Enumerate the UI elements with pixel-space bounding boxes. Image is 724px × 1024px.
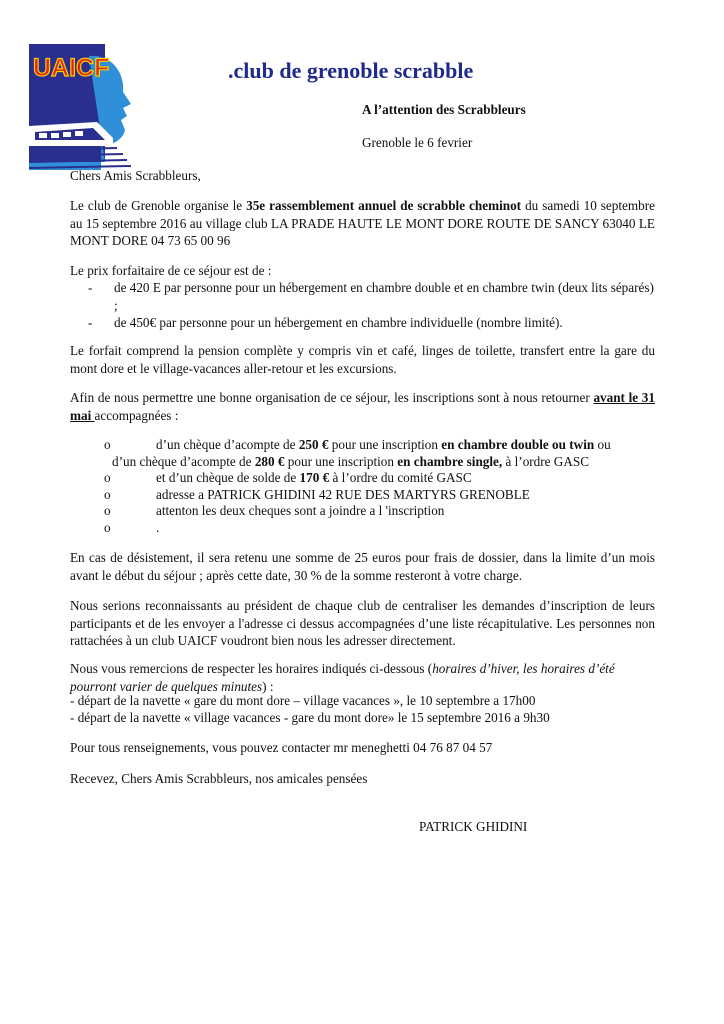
price-lead: Le prix forfaitaire de ce séjour est de : [70,263,272,278]
event-name: 35e rassemblement annuel de scrabble cheminot [246,198,522,213]
horaires-paragraph: Nous vous remercions de respecter les horaires indiqués ci-dessous (horaires d’hiver, les horaires d’été pourront varier de quelques minutes) : [70,661,615,694]
forfait-paragraph: Le forfait comprend la pension complète y compris vin et café, linges de toilette, transfert entre la gare du mont dore et le village-vacances aller-retour et les excursions. [70,343,655,376]
inscription-paragraph: Afin de nous permettre une bonne organisation de ce séjour, les inscriptions sont à nous retourner avant le 31 mai accompagnées : [70,390,655,423]
schedule-line: - départ de la navette « village vacances - gare du mont dore» le 15 septembre 2016 a 9h30 [70,710,550,725]
deadline: avant le 31 mai [70,390,655,423]
desistement-paragraph: En cas de désistement, il sera retenu une somme de 25 euros pour frais de dossier, dans la limite d’un mois avant le début du séjour ; après cette date, 30 % de la somme resteront à votre charge. [70,550,655,583]
dash-marker: - [88,280,93,295]
page-title: .club de grenoble scrabble [228,58,474,83]
circle-bullet: o [104,470,111,485]
attention-line: A l’attention des Scrabbleurs [362,102,526,117]
circle-bullet: o [104,487,111,502]
salutation: Chers Amis Scrabbleurs, [70,168,201,183]
price-item: - de 450€ par personne pour un hébergement en chambre individuelle (nombre limité). [88,315,563,330]
circle-bullet: o [104,503,111,518]
signature: PATRICK GHIDINI [419,819,528,834]
price-item: - de 420 E par personne pour un hébergement en chambre double et en chambre twin (deux lits séparés) ; [88,280,654,313]
closing-line: Recevez, Chers Amis Scrabbleurs, nos amicales pensées [70,771,368,786]
bullet-continuation: d’un chèque d’acompte de 280 € pour une inscription en chambre single, à l’ordre GASC [112,454,589,469]
centraliser-paragraph: Nous serions reconnaissants au président de chaque club de centraliser les demandes d’inscription de leurs participants et de les envoyer a l'adresse ci dessus accompagnées d’une liste récapitulative. Les personnes non rattachées à un club UAICF voudront bien nous les adresser directement. [70,598,655,648]
circle-bullet: o [104,437,111,452]
logo-text: UAICF [33,54,110,82]
intro-paragraph: Le club de Grenoble organise le 35e rassemblement annuel de scrabble cheminot du samedi 10 septembre au 15 septembre 2016 au village club LA PRADE HAUTE LE MONT DORE ROUTE DE SANCY 63040 LE MONT DORE 04 73 65 00 96 [70,198,655,248]
circle-bullet: o [104,520,111,535]
date-line: Grenoble le 6 fevrier [362,135,473,150]
dash-marker: - [88,315,93,330]
uaicf-logo [27,42,137,182]
contact-line: Pour tous renseignements, vous pouvez contacter mr meneghetti 04 76 87 04 57 [70,740,493,755]
schedule-line: - départ de la navette « gare du mont dore – village vacances », le 10 septembre a 17h00 [70,693,536,708]
